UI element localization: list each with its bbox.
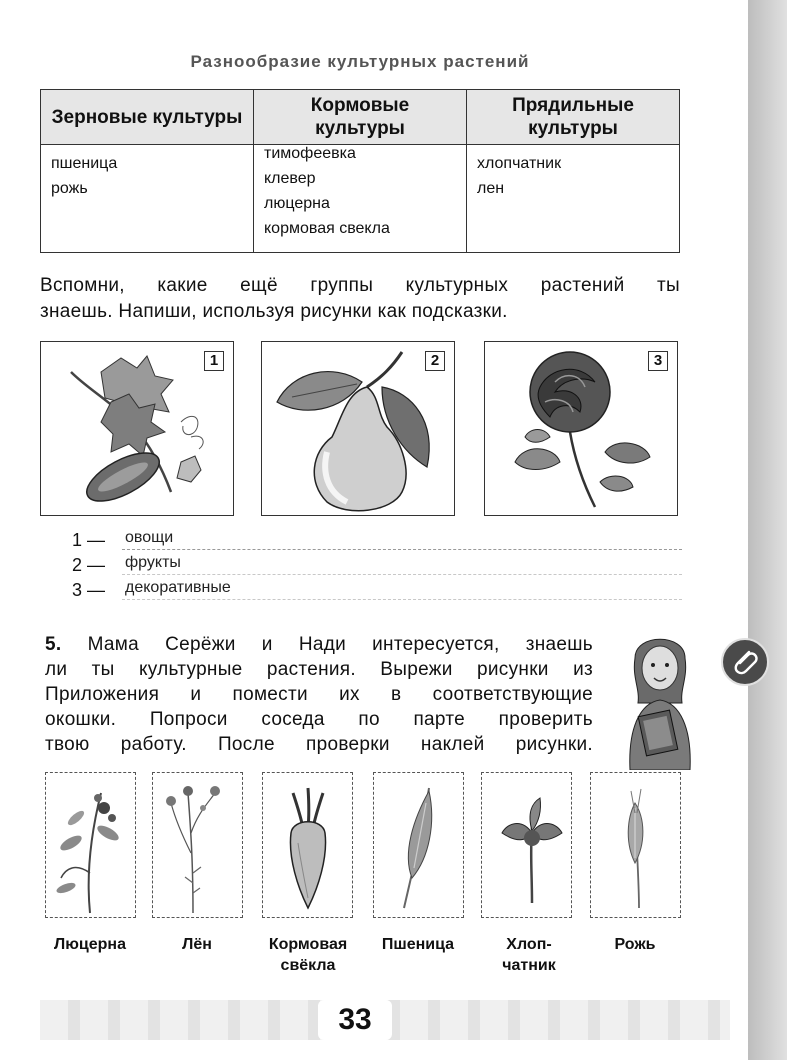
grain-list: [41, 145, 253, 201]
answer-line: [122, 574, 682, 575]
answer-row-3[interactable]: [72, 578, 682, 603]
task-4-line: Вспомни, какие ещё группы культурных растений ты: [40, 275, 680, 296]
answer-value: овощи: [125, 529, 174, 546]
picture-box-2: [261, 341, 455, 516]
task-5-line: [45, 632, 593, 657]
card-cotton[interactable]: [481, 772, 572, 918]
paperclip-badge: [721, 638, 769, 686]
fodder-beet-icon: [263, 773, 351, 916]
task-5-line-1: Мама Серёжи и Нади интересуется, знаешь: [87, 634, 593, 655]
answer-label: 2 —: [72, 555, 106, 575]
column-fiber: [467, 90, 679, 252]
wheat-icon: [374, 773, 462, 916]
card-flax[interactable]: [152, 772, 243, 918]
card-fodder-beet[interactable]: [262, 772, 353, 918]
alfalfa-icon: [46, 773, 134, 916]
rye-icon: [591, 773, 679, 916]
answer-label: 3 —: [72, 580, 106, 600]
column-grain: [41, 90, 254, 252]
answer-value: фрукты: [125, 554, 181, 571]
flax-icon: [153, 773, 241, 916]
list-item: люцерна: [264, 195, 330, 212]
column-header-fodder: Кормовые культуры: [254, 90, 466, 145]
picture-number: 1: [204, 351, 224, 371]
cotton-icon: [482, 773, 570, 916]
page-edge: [748, 0, 787, 1060]
list-item: рожь: [51, 180, 88, 197]
picture-number: 3: [648, 351, 668, 371]
card-label: Кормовая свёкла: [268, 936, 348, 974]
task-5-line: твою работу. После проверки наклей рисунки.: [45, 734, 593, 755]
task-5-line: ли ты культурные растения. Вырежи рисунки из: [45, 659, 593, 680]
page-number: 33: [318, 1000, 392, 1040]
answer-line: [122, 599, 682, 600]
card-label: Хлоп- чатник: [502, 936, 556, 974]
fodder-list: [254, 135, 466, 241]
list-item: пшеница: [51, 155, 118, 172]
card-label: Лён: [182, 936, 212, 953]
paperclip-icon: [729, 646, 761, 678]
answer-row-2[interactable]: [72, 553, 682, 578]
fiber-list: [467, 145, 679, 201]
card-rye[interactable]: [590, 772, 681, 918]
column-fodder: [254, 90, 467, 252]
answer-row-1[interactable]: [72, 528, 682, 553]
list-item: лен: [477, 180, 505, 197]
girl-with-book-illustration: [610, 628, 710, 770]
table-title: Разнообразие культурных растений: [190, 52, 530, 71]
card-label: Пшеница: [381, 936, 455, 953]
card-wheat[interactable]: [373, 772, 464, 918]
task-4-line: знаешь. Напиши, используя рисунки как подсказки.: [40, 301, 508, 322]
card-label: Рожь: [614, 936, 656, 953]
list-item: клевер: [264, 170, 316, 187]
answer-lines: [72, 528, 682, 603]
picture-box-1: [40, 341, 234, 516]
task-5-text: [45, 632, 593, 757]
column-header-fiber: Прядильные культуры: [467, 90, 679, 145]
column-header-grain: Зерновые культуры: [41, 90, 253, 145]
list-item: хлопчатник: [477, 155, 562, 172]
picture-box-3: [484, 341, 678, 516]
card-alfalfa[interactable]: [45, 772, 136, 918]
task-5-line: окошки. Попроси соседа по парте проверить: [45, 709, 593, 730]
answer-line: [122, 549, 682, 550]
task-5-number: 5.: [45, 634, 62, 655]
crop-groups-table: [40, 89, 680, 253]
picture-number: 2: [425, 351, 445, 371]
task-5-line: Приложения и помести их в соответствующие: [45, 684, 593, 705]
task-4-text: [40, 273, 680, 325]
card-label: Люцерна: [54, 936, 126, 953]
list-item: кормовая свекла: [264, 220, 390, 237]
answer-value: декоративные: [125, 579, 231, 596]
answer-label: 1 —: [72, 530, 106, 550]
list-item: тимофеевка: [264, 145, 356, 162]
